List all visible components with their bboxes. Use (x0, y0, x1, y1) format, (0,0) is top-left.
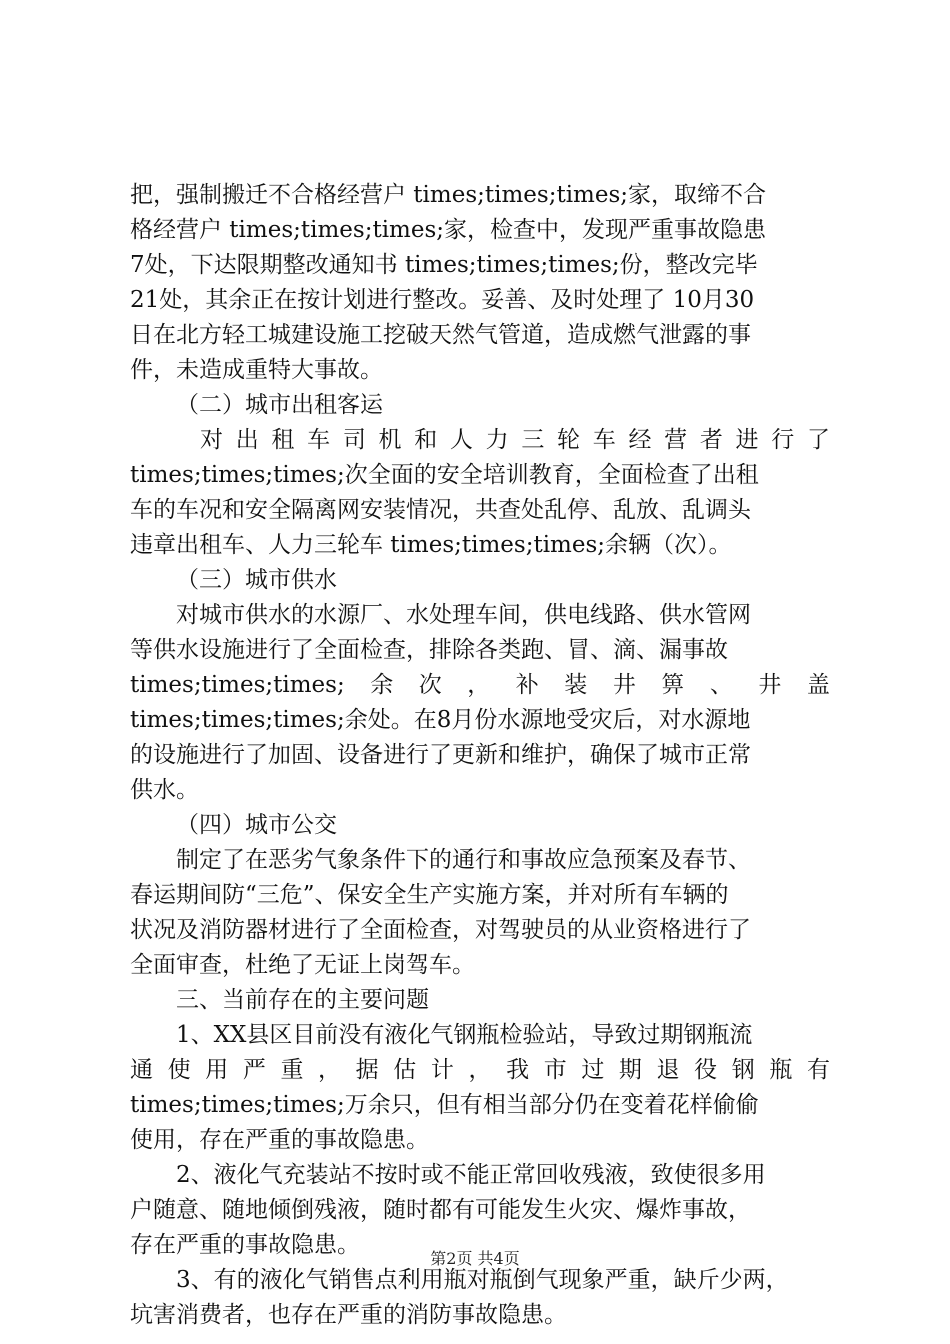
paragraph-line: 3、有的液化气销售点利用瓶对瓶倒气现象严重，缺斤少两， (176, 1267, 789, 1293)
justified-word: 有 (806, 1057, 830, 1083)
justified-word: 箅 (661, 672, 685, 698)
paragraph-line: 户随意、随地倾倒残液，随时都有可能发生火灾、爆炸事故， (130, 1197, 751, 1223)
justified-word: 钢 (731, 1057, 755, 1083)
justified-word: 通 (130, 1057, 153, 1083)
justified-word: 营 (664, 427, 688, 453)
paragraph-line: 违章出租车、人力三轮车 times;times;times;余辆（次）。 (130, 532, 732, 558)
paragraph-line: 制定了在恶劣气象条件下的通行和事故应急预案及春节、 (176, 847, 751, 873)
justified-word: 机 (378, 427, 402, 453)
page-footer: 第2页 共4页 (430, 1249, 520, 1268)
justified-word: 三 (521, 427, 545, 453)
justified-word: ， (468, 1057, 492, 1083)
justified-word: 计 (430, 1057, 454, 1083)
justified-word: ， (467, 672, 491, 698)
justified-word: 余 (370, 672, 394, 698)
justified-word: 市 (543, 1057, 567, 1083)
paragraph-line: 等供水设施进行了全面检查，排除各类跑、冒、滴、漏事故 (130, 637, 728, 663)
justified-word: 和 (414, 427, 438, 453)
section-heading: 三、当前存在的主要问题 (176, 987, 429, 1013)
justified-word: 役 (694, 1057, 718, 1083)
justified-word: 井 (758, 672, 782, 698)
paragraph-line: 2、液化气充装站不按时或不能正常回收残液，致使很多用 (176, 1162, 766, 1188)
justified-word: 严 (242, 1057, 266, 1083)
justified-word: 对 (200, 427, 223, 453)
justified-word: 瓶 (769, 1057, 793, 1083)
justified-word: 、 (709, 672, 733, 698)
justified-word: 使 (167, 1057, 191, 1083)
paragraph-line: 对城市供水的水源厂、水处理车间，供电线路、供水管网 (176, 602, 751, 628)
paragraph-line (130, 423, 830, 458)
paragraph-line (130, 668, 830, 703)
justified-word: 退 (656, 1057, 680, 1083)
justified-word: 次 (418, 672, 442, 698)
paragraph-line: 格经营户 times;times;times;家，检查中，发现严重事故隐患 (130, 217, 767, 243)
paragraph-line: 状况及消防器材进行了全面检查，对驾驶员的从业资格进行了 (130, 917, 751, 943)
justified-word: 人 (449, 427, 473, 453)
paragraph-line: 坑害消费者，也存在严重的消防事故隐患。 (130, 1302, 567, 1328)
justified-word: 补 (515, 672, 539, 698)
justified-word: 装 (564, 672, 588, 698)
justified-word: 估 (393, 1057, 417, 1083)
paragraph-line: 的设施进行了加固、设备进行了更新和维护，确保了城市正常 (130, 742, 751, 768)
paragraph-line: times;times;times;万余只，但有相当部分仍在变着花样偷偷 (130, 1092, 759, 1118)
justified-word: 了 (806, 427, 830, 453)
paragraph-line: 全面审查，杜绝了无证上岗驾车。 (130, 952, 475, 978)
paragraph-line: 件，未造成重特大事故。 (130, 357, 383, 383)
paragraph-line: times;times;times;次全面的安全培训教育，全面检查了出租 (130, 462, 759, 488)
justified-word: 盖 (806, 672, 830, 698)
paragraph-line: 供水。 (130, 777, 199, 803)
paragraph-line: 1、XX县区目前没有液化气钢瓶检验站，导致过期钢瓶流 (176, 1022, 753, 1048)
paragraph-line: 21处，其余正在按计划进行整改。妥善、及时处理了 10月30 (130, 287, 755, 313)
justified-word: 过 (581, 1057, 605, 1083)
justified-word: 车 (592, 427, 616, 453)
justified-word: 车 (307, 427, 331, 453)
paragraph-line: 7处，下达限期整改通知书 times;times;times;份，整改完毕 (130, 252, 758, 278)
justified-word: 租 (271, 427, 295, 453)
paragraph-line: 日在北方轻工城建设施工挖破天然气管道，造成燃气泄露的事 (130, 322, 751, 348)
paragraph-line: 把，强制搬迁不合格经营户 times;times;times;家，取缔不合 (130, 182, 767, 208)
paragraph-line: 使用，存在严重的事故隐患。 (130, 1127, 429, 1153)
justified-word: 轮 (557, 427, 581, 453)
justified-word: 重 (280, 1057, 304, 1083)
paragraph-line: 车的车况和安全隔离网安装情况，共查处乱停、乱放、乱调头 (130, 497, 751, 523)
justified-word: 进 (735, 427, 759, 453)
justified-word: ， (318, 1057, 342, 1083)
justified-word: 出 (235, 427, 259, 453)
justified-word: 期 (618, 1057, 642, 1083)
justified-word: 司 (342, 427, 366, 453)
justified-word: 用 (205, 1057, 229, 1083)
justified-word: 据 (355, 1057, 379, 1083)
paragraph-line: 存在严重的事故隐患。 (130, 1232, 360, 1258)
justified-word: 者 (699, 427, 723, 453)
justified-word: 经 (628, 427, 652, 453)
justified-word: 井 (612, 672, 636, 698)
section-heading: （三）城市供水 (176, 567, 337, 593)
document-body (130, 178, 830, 1333)
justified-word: 力 (485, 427, 509, 453)
justified-word: times;times;times; (130, 672, 345, 698)
paragraph-line (130, 1053, 830, 1088)
section-heading: （二）城市出租客运 (176, 392, 383, 418)
paragraph-line: times;times;times;余处。在8月份水源地受灾后，对水源地 (130, 707, 751, 733)
paragraph-line: 春运期间防“三危”、保安全生产实施方案，并对所有车辆的 (130, 882, 729, 908)
justified-word: 行 (771, 427, 795, 453)
justified-word: 我 (506, 1057, 530, 1083)
section-heading: （四）城市公交 (176, 812, 337, 838)
